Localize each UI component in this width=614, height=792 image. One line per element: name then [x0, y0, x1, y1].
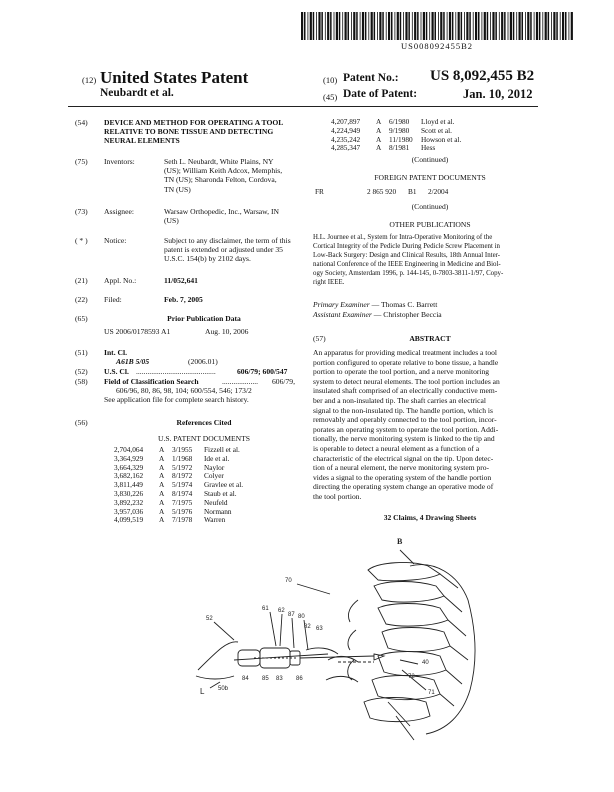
- drawing-label-80: 80: [298, 614, 305, 620]
- code-45: (45): [323, 92, 338, 102]
- ref-name: Howson et al.: [421, 134, 462, 144]
- notice-block: Subject to any disclaimer, the term of this patent is extended or adjusted under 35 U.S.C. 154(b) by 2102 days.: [164, 236, 291, 264]
- abstract-body: An apparatus for providing medical treatment includes a tool portion configured to operate relative to bone tissue, a handle portion to operate the tool portion, and a nerve monitoring system to detect neural elements. The tool portion includes an insulated shaft comprised of an electrically conductive mem- ber and a non-insulated tip. The shaft carries an electrical signal to the non-insulated tip. The handle portion, which is removably and operably connected to the tool portion, incor- porates an operating system to operate the tool portion. Addi- tionally, the nerve monitoring system is linked to the tip and is operable to detect a neural element as a function of a characteristic of the electrical signal on the tip. Upon detec- tion of a neural element, the nerve monitoring system pro- vides a signal to the operating system of the handle portion directing the operating system change an operative mode of the tool portion.: [313, 348, 500, 501]
- ref-date: 5/1976: [172, 506, 193, 516]
- barcode-number: US008092455B2: [400, 41, 474, 51]
- ref-k: A: [376, 143, 382, 153]
- date-label: Date of Patent:: [343, 88, 418, 100]
- ref-k: A: [159, 462, 165, 472]
- ref-date: 7/1975: [172, 497, 193, 507]
- drawing-label-52: 52: [206, 616, 213, 622]
- ref-k: A: [159, 506, 165, 516]
- ref-no: 3,364,929: [114, 453, 144, 463]
- ref-k: A: [376, 134, 382, 144]
- field-line3: See application file for complete search history.: [104, 395, 249, 404]
- drawing-label-62: 62: [278, 608, 285, 614]
- patent-type: United States Patent: [100, 68, 249, 87]
- drawing-label-61: 61: [262, 606, 269, 612]
- refs-heading: References Cited: [176, 418, 232, 427]
- filed-label: Filed:: [104, 295, 122, 304]
- appl-number: 11/052,641: [164, 276, 198, 285]
- ref-k: A: [159, 453, 165, 463]
- ref-k: A: [376, 125, 382, 135]
- ref-date: 8/1981: [389, 143, 410, 153]
- drawing-label-86: 86: [296, 676, 303, 682]
- drawing-label-70: 70: [285, 578, 292, 584]
- notice-code: ( * ): [75, 236, 88, 245]
- ref-name: Neufeld: [204, 497, 228, 507]
- us-value: 606/79; 600/547: [237, 367, 288, 376]
- ref-name: Warren: [204, 515, 226, 525]
- inventors-short: Neubardt et al.: [100, 87, 174, 99]
- spine-illustration: [306, 563, 475, 740]
- ref-name: Ide et al.: [204, 453, 230, 463]
- ref-name: Hess: [421, 143, 436, 153]
- us-code: (52): [75, 367, 88, 376]
- ref-no: 4,224,949: [331, 125, 361, 135]
- patent-title: DEVICE AND METHOD FOR OPERATING A TOOL RELATIVE TO BONE TISSUE AND DETECTING NEURAL ELEMENTS: [104, 118, 283, 146]
- ref-date: 1/1968: [172, 453, 193, 463]
- ref-no: 4,235,242: [331, 134, 361, 144]
- ref-k: A: [159, 471, 165, 481]
- ref-no: 3,957,036: [114, 506, 144, 516]
- foreign-country: FR: [315, 187, 324, 196]
- ref-k: A: [159, 489, 165, 498]
- ref-no: 4,285,347: [331, 143, 361, 153]
- ref-k: A: [159, 515, 165, 525]
- ref-k: A: [159, 480, 165, 490]
- notice-label: Notice:: [104, 236, 127, 245]
- other-heading: OTHER PUBLICATIONS: [389, 220, 471, 229]
- ref-date: 7/1978: [172, 515, 193, 525]
- ref-name: Scott et al.: [421, 125, 453, 135]
- field-dots: ...................: [222, 377, 259, 386]
- assignee-code: (73): [75, 207, 88, 216]
- prior-date: Aug. 10, 2006: [205, 327, 249, 336]
- title-code: (54): [75, 118, 88, 127]
- assistant-examiner: Assistant Examiner — Christopher Beccia: [313, 310, 442, 319]
- filed-date: Feb. 7, 2005: [164, 295, 203, 304]
- ref-name: Lloyd et al.: [421, 117, 455, 126]
- ref-name: Staub et al.: [204, 489, 237, 498]
- inventors-label: Inventors:: [104, 157, 135, 166]
- appl-label: Appl. No.:: [104, 276, 137, 285]
- ref-no: 3,682,162: [114, 471, 144, 481]
- refs-code: (56): [75, 418, 88, 427]
- ref-k: A: [376, 117, 382, 126]
- assignee-label: Assignee:: [104, 207, 134, 216]
- ref-date: 11/1980: [389, 134, 413, 144]
- ref-no: 2,704,064: [114, 445, 144, 454]
- field-line1: 606/79,: [272, 377, 295, 386]
- patent-date: Jan. 10, 2012: [463, 87, 533, 101]
- inventors-code: (75): [75, 157, 88, 166]
- field-line2: 606/96, 80, 86, 98, 104; 600/554, 546; 173/2: [116, 386, 252, 395]
- drawing-label-84: 84: [242, 676, 249, 682]
- patent-no-label: Patent No.:: [343, 72, 399, 84]
- drawing-label-87: 87: [288, 612, 295, 618]
- int-class: A61B 5/05: [116, 357, 150, 366]
- other-publication: H.L. Journee et al., System for Intra-Operative Monitoring of the Cortical Integrity of the Pedicle During Pedicle Screw Placement in Low-Back Surgery: Design and Clinical Results, 18th Annual Inter- national Conference of the IEEE Engineering in Medicine and Biol- ogy Society, Amsterdam 1996, p. 144-145, 0-7803-3811-1/97, Copy- right IEEE.: [313, 234, 504, 287]
- abstract-code: (57): [313, 334, 326, 343]
- ref-date: 9/1980: [389, 125, 410, 135]
- prior-pub: US 2006/0178593 A1: [104, 327, 171, 336]
- foreign-date: 2/2004: [428, 187, 449, 196]
- field-label: Field of Classification Search: [104, 377, 199, 386]
- primary-examiner: Primary Examiner — Thomas C. Barrett: [313, 300, 438, 309]
- prior-heading: Prior Publication Data: [167, 314, 241, 323]
- us-label: U.S. Cl.: [104, 367, 129, 376]
- ref-no: 4,207,897: [331, 117, 361, 126]
- ref-no: 3,892,232: [114, 497, 144, 507]
- ref-date: 3/1955: [172, 445, 193, 454]
- ref-name: Fizzell et al.: [204, 445, 240, 454]
- ref-date: 5/1972: [172, 462, 193, 472]
- foreign-no: 2 865 920: [367, 187, 397, 196]
- abstract-heading: ABSTRACT: [409, 334, 451, 343]
- int-code: (51): [75, 348, 88, 357]
- code-12: (12): [82, 75, 97, 85]
- int-year: (2006.01): [188, 357, 218, 366]
- ref-no: 3,811,449: [114, 480, 143, 490]
- ref-no: 3,664,329: [114, 462, 144, 472]
- appl-code: (21): [75, 276, 88, 285]
- drawing-label-50b: 50b: [218, 686, 229, 692]
- continued-1: (Continued): [411, 155, 449, 164]
- filed-code: (22): [75, 295, 88, 304]
- foreign-kind: B1: [408, 187, 417, 196]
- ref-date: 8/1972: [172, 471, 193, 481]
- drawing-label-b: B: [397, 537, 403, 546]
- ref-no: 4,099,519: [114, 515, 144, 525]
- us-dots: ..........................................: [136, 367, 216, 376]
- ref-name: Normann: [204, 506, 232, 516]
- drawing-label-83: 83: [276, 676, 283, 682]
- drawing-label-85: 85: [262, 676, 269, 682]
- int-label: Int. Cl.: [104, 348, 127, 357]
- barcode: [301, 12, 573, 40]
- ref-date: 6/1980: [389, 117, 410, 126]
- ref-name: Naylor: [204, 462, 225, 472]
- ref-k: A: [159, 445, 165, 454]
- field-code: (58): [75, 377, 88, 386]
- prior-code: (65): [75, 314, 88, 323]
- drawing-label-82: 82: [304, 624, 311, 630]
- patent-number: US 8,092,455 B2: [430, 68, 535, 84]
- drawing-label-63: 63: [316, 626, 323, 632]
- foreign-heading: FOREIGN PATENT DOCUMENTS: [374, 173, 486, 182]
- drawing-label-71: 71: [428, 690, 435, 696]
- drawing-label-l: L: [200, 687, 205, 696]
- inventors-block: Seth L. Neubardt, White Plains, NY (US); William Keith Adcox, Memphis, TN (US); Sharonda Felton, Cordova, TN (US): [164, 157, 283, 194]
- continued-2: (Continued): [411, 202, 449, 211]
- header-rule: [68, 106, 538, 107]
- code-10: (10): [323, 75, 338, 85]
- ref-date: 5/1974: [172, 480, 193, 490]
- us-docs-heading: U.S. PATENT DOCUMENTS: [158, 434, 250, 443]
- drawing-label-72: 72: [408, 674, 415, 680]
- drawing-label-40: 40: [422, 660, 429, 666]
- ref-date: 8/1974: [172, 489, 193, 498]
- ref-name: Colyer: [204, 471, 224, 481]
- ref-no: 3,830,226: [114, 489, 144, 498]
- assignee-block: Warsaw Orthopedic, Inc., Warsaw, IN (US): [164, 207, 279, 226]
- claims-summary: 32 Claims, 4 Drawing Sheets: [383, 513, 477, 522]
- ref-name: Gravlee et al.: [204, 480, 244, 490]
- ref-k: A: [159, 497, 165, 507]
- patent-drawing: [178, 530, 573, 750]
